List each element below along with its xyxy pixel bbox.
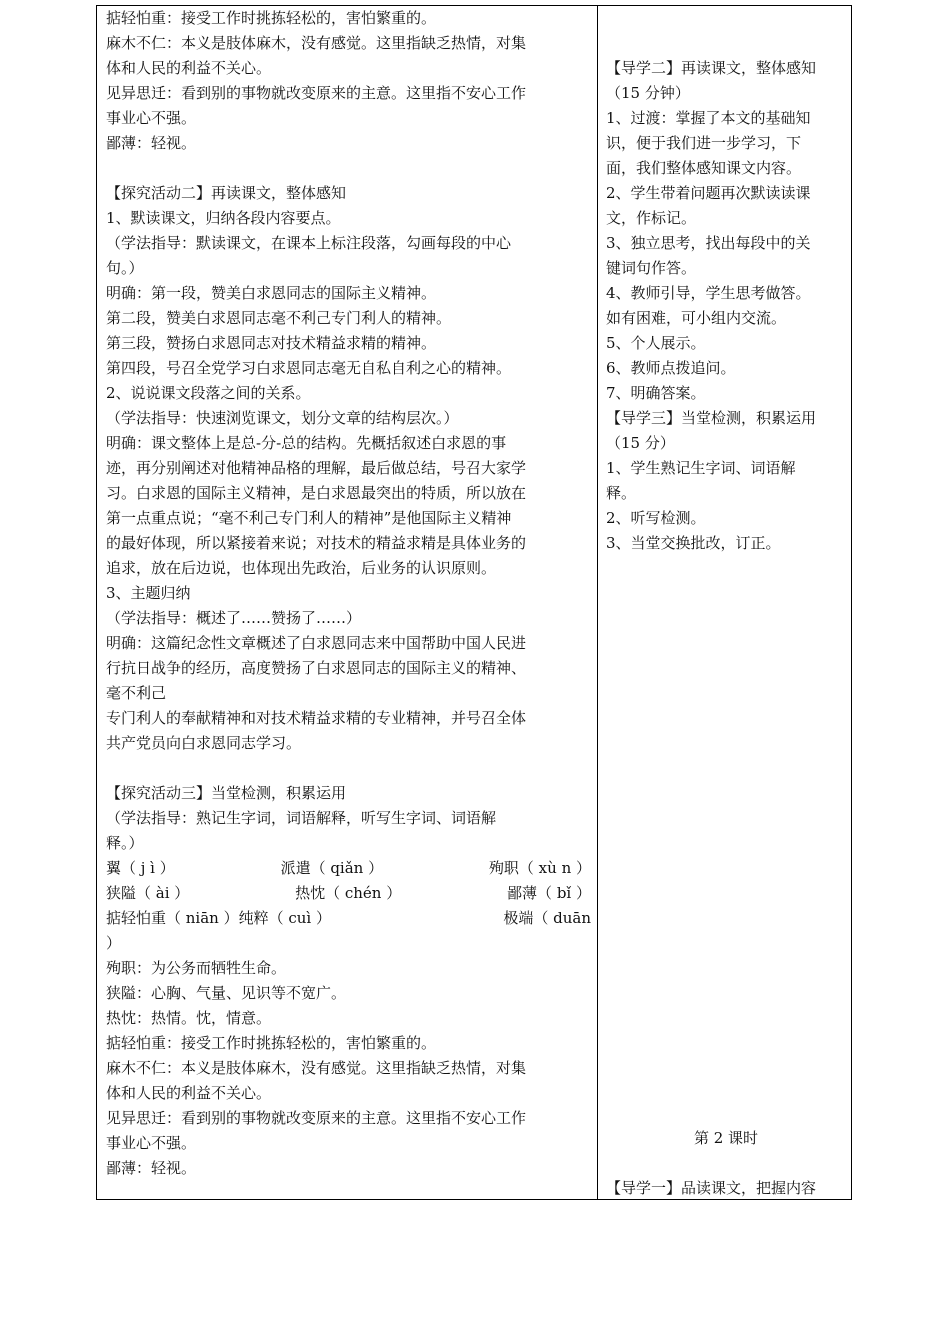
- left-text-line: 第一点重点说；“毫不利己专门利人的精神”是他国际主义精神: [106, 509, 512, 527]
- left-text-line: （学法指导：快速浏览课文，划分文章的结构层次。）: [106, 409, 459, 427]
- left-text-line: 【探究活动三】当堂检测，积累运用: [106, 784, 347, 802]
- right-text-line: 文，作标记。: [606, 209, 697, 227]
- phonetic-entry: 极端（ duān: [503, 909, 591, 927]
- left-text-line: 明确：第一段，赞美白求恩同志的国际主义精神。: [106, 284, 437, 302]
- phonetic-entry: 鄙薄（ bǐ ）: [507, 884, 591, 902]
- left-text-line: 1、默读课文，归纳各段内容要点。: [106, 209, 341, 227]
- left-text-line: 3、主题归纳: [106, 584, 191, 602]
- right-text-line: 5、个人展示。: [606, 334, 706, 352]
- right-text-line: 1、过渡：掌握了本文的基础知: [606, 109, 811, 127]
- left-text-line: 鄙薄：轻视。: [106, 1159, 197, 1177]
- right-text-line: 释。: [606, 484, 637, 502]
- left-text-line: 掂轻怕重：接受工作时挑拣轻松的，害怕繁重的。: [106, 9, 437, 27]
- left-text-line: 迹，再分别阐述对他精神品格的理解，最后做总结，号召大家学: [106, 459, 527, 477]
- left-text-line: ）: [106, 934, 122, 952]
- left-text-line: 狭隘：心胸、气量、见识等不宽广。: [106, 984, 347, 1002]
- left-text-line: 第四段，号召全党学习白求恩同志毫无自私自利之心的精神。: [106, 359, 512, 377]
- phonetic-entry: 热忱（ chén ）: [295, 884, 402, 902]
- left-text-line: 【探究活动二】再读课文，整体感知: [106, 184, 347, 202]
- right-text-line: 识，便于我们进一步学习，下: [606, 134, 802, 152]
- left-text-line: 掂轻怕重：接受工作时挑拣轻松的，害怕繁重的。: [106, 1034, 437, 1052]
- right-text-line: （15 分钟）: [606, 84, 690, 102]
- guide-one-heading: 【导学一】品读课文，把握内容: [606, 1179, 817, 1197]
- right-text-line: 【导学三】当堂检测，积累运用: [606, 409, 817, 427]
- right-text-line: 7、明确答案。: [606, 384, 706, 402]
- left-text-line: 热忱：热情。忱，情意。: [106, 1009, 272, 1027]
- left-text-line: 体和人民的利益不关心。: [106, 59, 272, 77]
- right-text-line: 1、学生熟记生字词、词语解: [606, 459, 796, 477]
- right-text-line: 3、当堂交换批改，订正。: [606, 534, 781, 552]
- left-text-line: 事业心不强。: [106, 109, 197, 127]
- phonetic-row: [106, 856, 591, 881]
- right-text-line: 4、教师引导，学生思考做答。: [606, 284, 811, 302]
- left-text-line: 明确：这篇纪念性文章概述了白求恩同志来中国帮助中国人民进: [106, 634, 527, 652]
- left-text-line: 追求，放在后边说，也体现出先政治，后业务的认识原则。: [106, 559, 497, 577]
- right-text-line: 6、教师点拨追问。: [606, 359, 736, 377]
- left-text-line: 习。白求恩的国际主义精神，是白求恩最突出的特质，所以放在: [106, 484, 527, 502]
- left-text-line: 毫不利己: [106, 684, 167, 702]
- left-text-line: （学法指导：默读课文，在课本上标注段落，勾画每段的中心: [106, 234, 512, 252]
- left-text-line: 麻木不仁：本义是肢体麻木，没有感觉。这里指缺乏热情，对集: [106, 34, 527, 52]
- phonetic-row: [106, 906, 591, 931]
- left-text-line: 见异思迁：看到别的事物就改变原来的主意。这里指不安心工作: [106, 84, 527, 102]
- lesson-number: 第 2 课时: [693, 1129, 759, 1147]
- left-text-line: 麻木不仁：本义是肢体麻木，没有感觉。这里指缺乏热情，对集: [106, 1059, 527, 1077]
- left-text-line: 殉职：为公务而牺牲生命。: [106, 959, 287, 977]
- left-text-line: （学法指导：概述了……赞扬了……）: [106, 609, 362, 627]
- left-text-line: 共产党员向白求恩同志学习。: [106, 734, 302, 752]
- left-text-line: 见异思迁：看到别的事物就改变原来的主意。这里指不安心工作: [106, 1109, 527, 1127]
- left-text-line: 的最好体现，所以紧接着来说；对技术的精益求精是具体业务的: [106, 534, 527, 552]
- column-divider: [597, 6, 598, 1199]
- left-text-line: 体和人民的利益不关心。: [106, 1084, 272, 1102]
- right-text-line: 【导学二】再读课文，整体感知: [606, 59, 817, 77]
- left-text-line: （学法指导：熟记生字词，词语解释，听写生字词、词语解: [106, 809, 497, 827]
- phonetic-entry: 殉职（ xù n ）: [488, 859, 591, 877]
- left-text-line: 专门利人的奉献精神和对技术精益求精的专业精神，并号召全体: [106, 709, 527, 727]
- left-text-line: 2、说说课文段落之间的关系。: [106, 384, 311, 402]
- left-text-line: 第三段，赞扬白求恩同志对技术精益求精的精神。: [106, 334, 437, 352]
- left-text-line: 第二段，赞美白求恩同志毫不利己专门利人的精神。: [106, 309, 452, 327]
- left-text-line: 句。）: [106, 259, 144, 277]
- lesson-table: [96, 5, 852, 1200]
- left-text-line: 事业心不强。: [106, 1134, 197, 1152]
- left-text-line: 行抗日战争的经历，高度赞扬了白求恩同志的国际主义的精神、: [106, 659, 527, 677]
- left-text-line: 释。）: [106, 834, 144, 852]
- right-text-line: （15 分）: [606, 434, 675, 452]
- right-text-line: 3、独立思考，找出每段中的关: [606, 234, 811, 252]
- left-text-line: 明确：课文整体上是总-分-总的结构。先概括叙述白求恩的事: [106, 434, 507, 452]
- phonetic-entry: 狭隘（ ài ）: [106, 884, 190, 902]
- right-text-line: 面，我们整体感知课文内容。: [606, 159, 802, 177]
- phonetic-entry: 掂轻怕重（ niān ）纯粹（ cuì ）: [106, 909, 331, 927]
- left-text-line: 鄙薄：轻视。: [106, 134, 197, 152]
- right-text-line: 键词句作答。: [606, 259, 697, 277]
- right-text-line: 2、听写检测。: [606, 509, 706, 527]
- right-text-line: 2、学生带着问题再次默读读课: [606, 184, 811, 202]
- phonetic-entry: 翼（ j ì ）: [106, 859, 175, 877]
- phonetic-entry: 派遣（ qiǎn ）: [280, 859, 384, 877]
- right-text-line: 如有困难，可小组内交流。: [606, 309, 787, 327]
- phonetic-row: [106, 881, 591, 906]
